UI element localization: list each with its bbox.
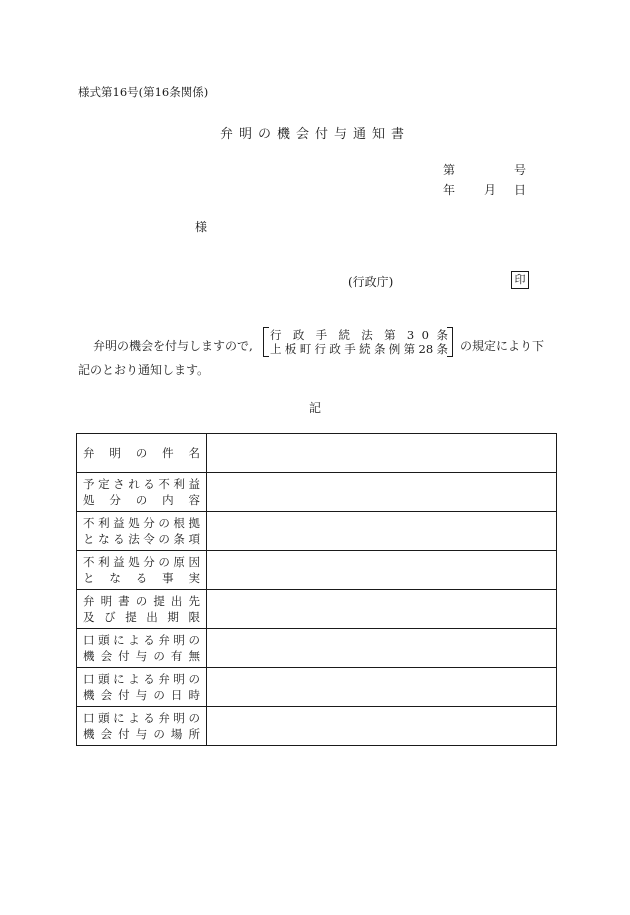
agency-label: (行政庁): [348, 275, 394, 289]
row-value[interactable]: [207, 434, 557, 473]
legal-basis-line1: 行 政 手 続 法 第 3 0 条: [270, 328, 448, 342]
table-row: [77, 590, 557, 629]
row-label-line: 口頭による弁明の: [83, 633, 200, 647]
body-text-start: 弁明の機会を付与しますので,: [93, 339, 253, 353]
row-label: [77, 512, 207, 551]
body-text-line2: 記のとおり通知します。: [78, 363, 210, 377]
row-label-line: 機会付与の有無: [83, 649, 200, 663]
row-label-line: 機会付与の場所: [83, 727, 200, 741]
table-row: [77, 551, 557, 590]
table-row: [77, 629, 557, 668]
row-label-line: 及び提出期限: [83, 610, 200, 624]
row-label-line: 機会付与の日時: [83, 688, 200, 702]
row-value[interactable]: [207, 551, 557, 590]
table-row: [77, 668, 557, 707]
document-title: 弁明の機会付与通知書: [219, 127, 410, 142]
table-row: [77, 434, 557, 473]
legal-basis-bracket: [263, 327, 453, 357]
row-label-line: となる法令の条項: [83, 532, 200, 546]
row-value[interactable]: [207, 629, 557, 668]
row-label-line: 不利益処分の根拠: [83, 516, 200, 530]
form-number: 様式第16号(第16条関係): [78, 85, 209, 99]
doc-number-prefix: 第: [443, 163, 456, 177]
right-bracket: [447, 327, 453, 357]
row-label: [77, 629, 207, 668]
recipient-honorific: 様: [195, 220, 208, 234]
row-label: [77, 707, 207, 746]
doc-number-suffix: 号: [514, 163, 527, 177]
seal-stamp: 印: [511, 271, 529, 289]
row-label-line: 口頭による弁明の: [83, 711, 200, 725]
row-label-line: 口頭による弁明の: [83, 672, 200, 686]
row-label-line: 弁明書の提出先: [83, 594, 200, 608]
ki-heading: 記: [308, 401, 321, 415]
body-text-continue: の規定により下: [460, 339, 545, 353]
row-value[interactable]: [207, 590, 557, 629]
row-label: [77, 473, 207, 512]
row-label-line: 予定される不利益: [83, 477, 200, 491]
row-label: [77, 590, 207, 629]
row-value[interactable]: [207, 473, 557, 512]
date-month-label: 月: [484, 183, 497, 197]
row-label-line: 処分の内容: [83, 493, 200, 507]
legal-basis-line2: 上板町行政手続条例第28条: [270, 342, 448, 356]
row-label-line: 不利益処分の原因: [83, 555, 200, 569]
row-label-line: となる事実: [83, 571, 200, 585]
table-row: [77, 473, 557, 512]
row-label-line: 弁明の件名: [83, 446, 200, 460]
date-year-label: 年: [443, 183, 456, 197]
left-bracket: [263, 327, 269, 357]
row-value[interactable]: [207, 707, 557, 746]
row-label: [77, 434, 207, 473]
row-label: [77, 551, 207, 590]
date-day-label: 日: [514, 183, 527, 197]
notice-items-table: [76, 433, 557, 746]
row-value[interactable]: [207, 668, 557, 707]
table-row: [77, 512, 557, 551]
table-row: [77, 707, 557, 746]
row-label: [77, 668, 207, 707]
row-value[interactable]: [207, 512, 557, 551]
